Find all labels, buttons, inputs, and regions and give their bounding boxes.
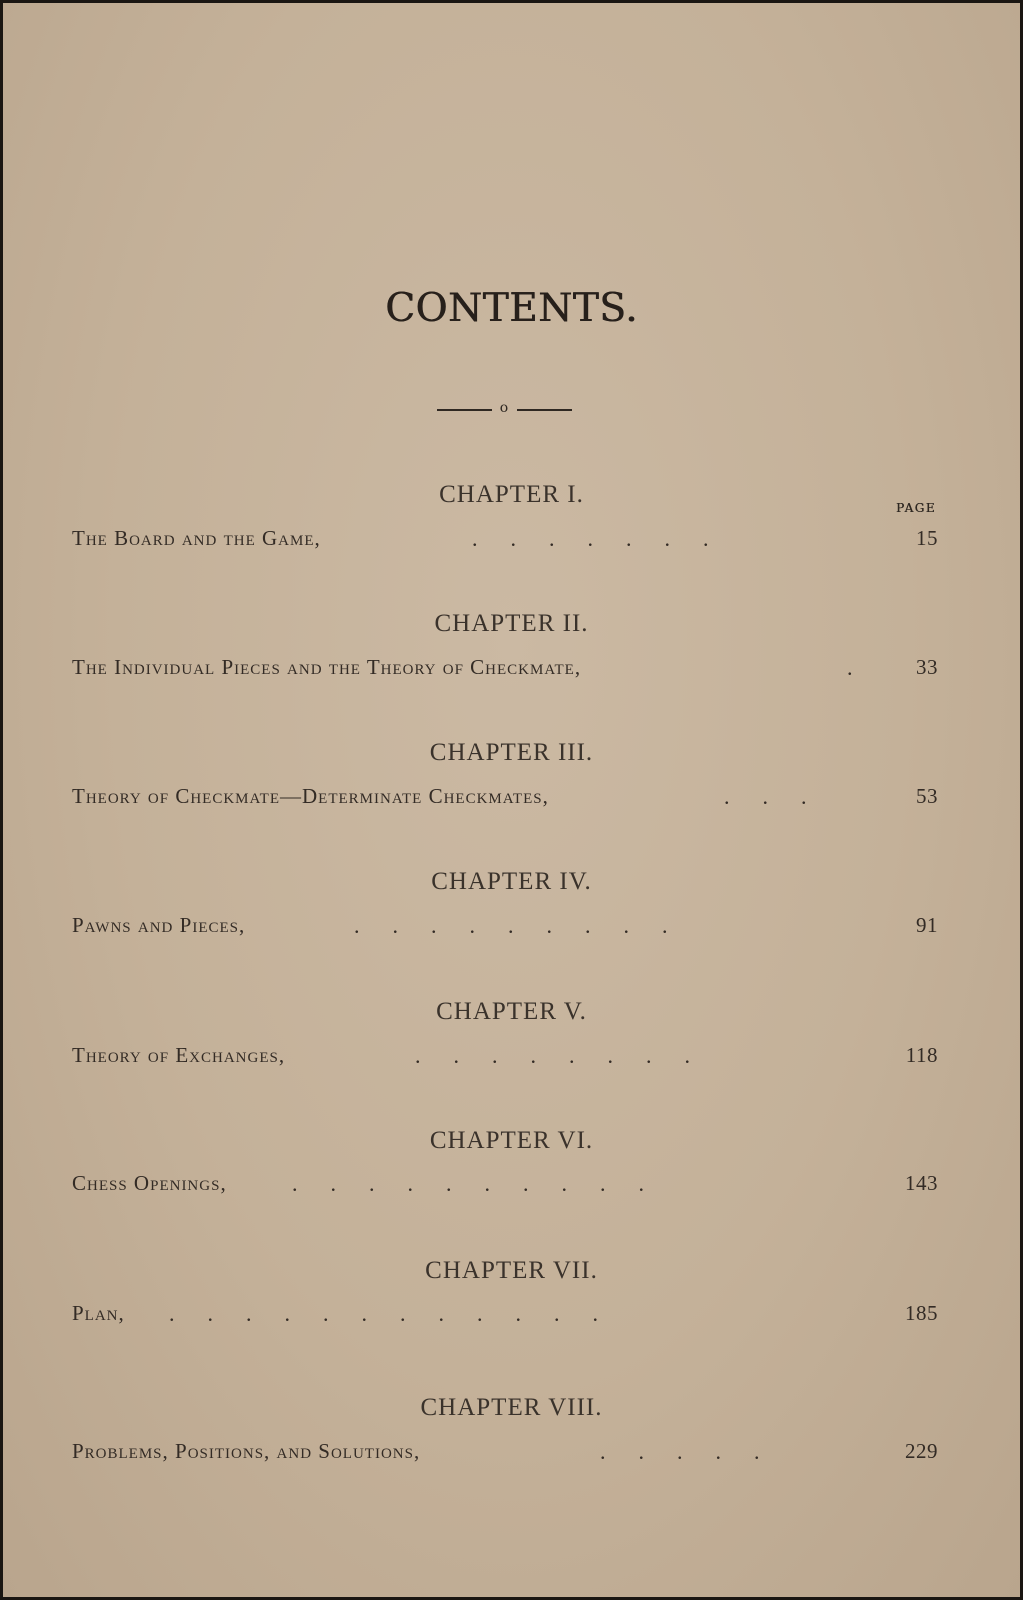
title-ornament	[437, 401, 572, 415]
leader-dots: . . . . . . . . . . . .	[169, 1301, 598, 1326]
toc-entry-page: 15	[916, 526, 938, 550]
toc-entry-page: 33	[916, 655, 938, 679]
chapter-heading: CHAPTER III.	[429, 739, 594, 766]
toc-entry-title: Pawns and Pieces,	[72, 913, 246, 937]
chapter-heading: CHAPTER VIII.	[420, 1394, 603, 1421]
toc-entry[interactable]	[72, 1439, 938, 1467]
toc-entry-title: Theory of Exchanges,	[72, 1043, 286, 1067]
toc-entry[interactable]	[72, 1171, 938, 1199]
chapter-heading: CHAPTER I.	[439, 481, 584, 508]
page-title: CONTENTS.	[385, 286, 638, 331]
leader-dots: .	[847, 655, 853, 680]
toc-entry-page: 185	[905, 1301, 938, 1325]
toc-entry-page: 53	[916, 784, 938, 808]
toc-entry[interactable]	[72, 1043, 938, 1071]
toc-entry[interactable]	[72, 526, 938, 554]
leader-dots: . . . . .	[600, 1439, 760, 1464]
chapter-heading: CHAPTER II.	[434, 610, 589, 637]
toc-entry[interactable]	[72, 784, 938, 812]
leader-dots: . . .	[724, 784, 807, 809]
toc-entry-title: Problems, Positions, and Solutions,	[72, 1439, 421, 1463]
page-column-header: PAGE	[896, 501, 936, 515]
chapter-heading: CHAPTER VI.	[429, 1127, 594, 1154]
toc-entry-page: 91	[916, 913, 938, 937]
leader-dots: . . . . . . . . .	[354, 913, 668, 938]
toc-entry[interactable]	[72, 655, 938, 683]
toc-entry-title: The Individual Pieces and the Theory of Checkmate,	[72, 655, 582, 679]
toc-entry[interactable]	[72, 1301, 938, 1329]
toc-entry-title: Plan,	[72, 1301, 125, 1325]
toc-entry-page: 143	[905, 1171, 938, 1195]
leader-dots: . . . . . . . . . .	[292, 1171, 644, 1196]
ornament-circle: o	[499, 400, 509, 416]
ornament-rule-right	[517, 409, 572, 411]
toc-entry[interactable]	[72, 913, 938, 941]
toc-entry-page: 229	[905, 1439, 938, 1463]
leader-dots: . . . . . . .	[472, 526, 709, 551]
chapter-heading: CHAPTER IV.	[431, 868, 592, 895]
chapter-heading: CHAPTER VII.	[425, 1257, 598, 1284]
toc-entry-title: The Board and the Game,	[72, 526, 321, 550]
book-page	[3, 3, 1020, 1597]
leader-dots: . . . . . . . .	[415, 1043, 690, 1068]
toc-entry-title: Chess Openings,	[72, 1171, 227, 1195]
toc-entry-page: 118	[905, 1043, 938, 1067]
ornament-rule-left	[437, 409, 492, 411]
chapter-heading: CHAPTER V.	[436, 998, 587, 1025]
toc-entry-title: Theory of Checkmate—Determinate Checkmates,	[72, 784, 549, 808]
